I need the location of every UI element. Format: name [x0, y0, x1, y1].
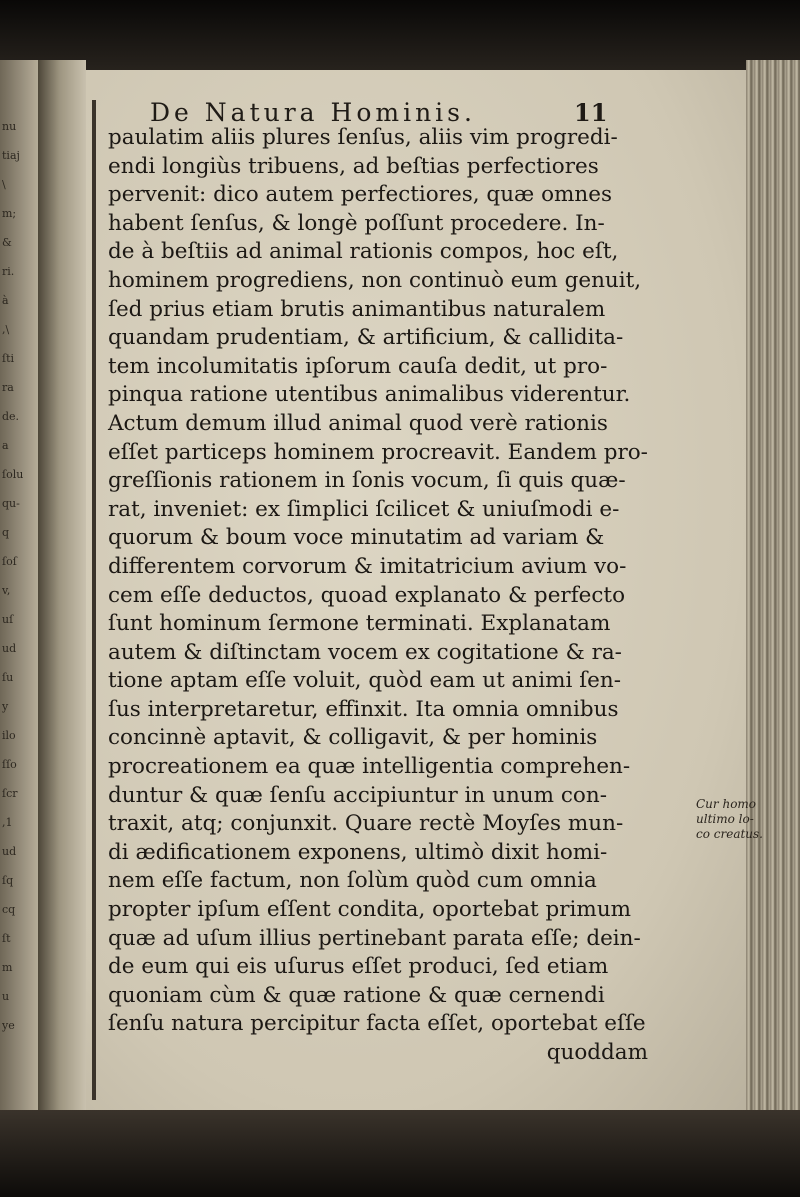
text-line: de à beſtiis ad animal rationis compos, hoc eſt,	[108, 239, 619, 265]
running-title: De Natura Hominis.	[150, 98, 476, 127]
facing-page-fragment: ſti	[2, 352, 15, 365]
catchword: quoddam	[546, 1040, 648, 1065]
text-line: traxit, atq; conjunxit. Quare rectè Moyſes mun-	[108, 811, 624, 837]
facing-page-fragment: \	[2, 178, 6, 191]
text-line: eſſet particeps hominem procreavit. Eandem pro-	[108, 439, 648, 465]
text-line: ſed prius etiam brutis animantibus naturalem	[108, 296, 606, 322]
facing-page-edge	[0, 60, 40, 1120]
margin-note	[696, 797, 776, 842]
facing-page-fragment: y	[2, 700, 9, 713]
text-line: greſſionis rationem in ſonis vocum, ſi quis quæ-	[108, 468, 626, 494]
facing-page-fragment: a	[2, 439, 9, 452]
facing-page-fragment: ilo	[2, 729, 16, 742]
text-line: hominem progrediens, non continuò eum genuit,	[108, 267, 642, 293]
text-line: ſus interpretaretur, effinxit. Ita omnia omnibus	[108, 696, 619, 722]
facing-page-fragment: à	[2, 294, 9, 307]
margin-note-line: Cur homo	[696, 797, 757, 811]
text-line: pinqua ratione utentibus animalibus viderentur.	[108, 382, 631, 408]
facing-page-fragment: uſ	[2, 613, 14, 626]
text-line: ſenſu natura percipitur facta eſſet, oportebat eſſe	[108, 1011, 646, 1037]
text-line: Actum demum illud animal quod verè rationis	[108, 410, 608, 436]
facing-page-fragment: m;	[2, 207, 17, 220]
facing-page-fragment: ri.	[2, 265, 15, 278]
facing-page-fragment: nu	[2, 120, 17, 133]
text-line: tione aptam eſſe voluit, quòd eam ut animi ſen-	[108, 668, 621, 694]
text-line: procreationem ea quæ intelligentia comprehen-	[108, 754, 631, 780]
text-line: tem incolumitatis ipſorum cauſa dedit, ut pro-	[108, 353, 608, 379]
text-line: endi longiùs tribuens, ad beſtias perfectiores	[108, 153, 599, 179]
text-line: habent ſenſus, & longè poſſunt procedere. In-	[108, 210, 605, 236]
facing-page-fragment: ſoſ	[2, 555, 17, 568]
text-line: pervenit: dico autem perfectiores, quæ omnes	[108, 182, 613, 208]
book-gutter	[38, 60, 86, 1120]
facing-page-fragment: qu-	[2, 497, 20, 510]
text-line: paulatim aliis plures ſenſus, aliis vim progredi-	[108, 125, 618, 150]
text-line: autem & diſtinctam vocem ex cogitatione & ra-	[108, 639, 622, 665]
facing-page-fragment: ſt	[2, 932, 11, 945]
facing-page-fragment: ſcr	[2, 787, 18, 800]
bottom-shadow	[0, 1110, 800, 1197]
text-line: cem eſſe deductos, quoad explanato & perfecto	[108, 582, 626, 608]
body-text	[108, 124, 708, 1068]
facing-page-fragment: cq	[2, 903, 16, 916]
text-line: differentem corvorum & imitatricium avium vo-	[108, 553, 627, 579]
text-line: quandam prudentiam, & artificium, & callidita-	[108, 325, 624, 351]
facing-page-fragment: v,	[2, 584, 11, 597]
facing-page-fragment: ſſo	[2, 758, 17, 771]
margin-note-line: co creatus.	[696, 827, 763, 841]
facing-page-fragment: ſu	[2, 671, 14, 684]
top-shadow	[0, 0, 800, 80]
text-line: propter ipſum eſſent condita, oportebat primum	[108, 897, 632, 923]
facing-page-fragment: q	[2, 526, 10, 539]
facing-page-fragment: ra	[2, 381, 14, 394]
text-line: de eum qui eis uſurus eſſet produci, ſed etiam	[108, 954, 609, 980]
page-stack-edge	[746, 60, 800, 1120]
text-line: duntur & quæ ſenſu accipiuntur in unum con-	[108, 782, 607, 808]
text-line: di ædificationem exponens, ultimò dixit homi-	[108, 839, 608, 865]
facing-page-fragment: m	[2, 961, 13, 974]
text-line: nem eſſe factum, non ſolùm quòd cum omnia	[108, 868, 597, 894]
text-line: rat, inveniet: ex ſimplici ſcilicet & uniuſmodi e-	[108, 496, 620, 522]
facing-page-fragment: ye	[2, 1019, 15, 1032]
text-line: quoniam cùm & quæ ratione & quæ cernendi	[108, 982, 605, 1008]
facing-page-fragment: &	[2, 236, 12, 249]
margin-rule	[92, 100, 96, 1100]
facing-page-fragment: ud	[2, 845, 17, 858]
text-line: quæ ad uſum illius pertinebant parata eſſe; dein-	[108, 925, 641, 951]
margin-note-line: ultimo lo-	[696, 812, 754, 826]
text-line: concinnè aptavit, & colligavit, & per hominis	[108, 725, 598, 751]
facing-page-fragment: ſq	[2, 874, 14, 887]
text-line: ſunt hominum ſermone terminati. Explanatam	[108, 611, 611, 637]
facing-page-fragment: tiaj	[2, 149, 20, 162]
facing-page-fragment: de.	[2, 410, 20, 423]
facing-page-fragment: ſolu	[2, 468, 24, 481]
facing-page-fragment: ,\	[2, 323, 10, 336]
text-line: quorum & boum voce minutatim ad variam &	[108, 525, 605, 551]
page-number: 11	[574, 98, 608, 127]
facing-page-fragment: ud	[2, 642, 17, 655]
facing-page-fragment: ,1	[2, 816, 13, 829]
facing-page-fragment: u	[2, 990, 10, 1003]
